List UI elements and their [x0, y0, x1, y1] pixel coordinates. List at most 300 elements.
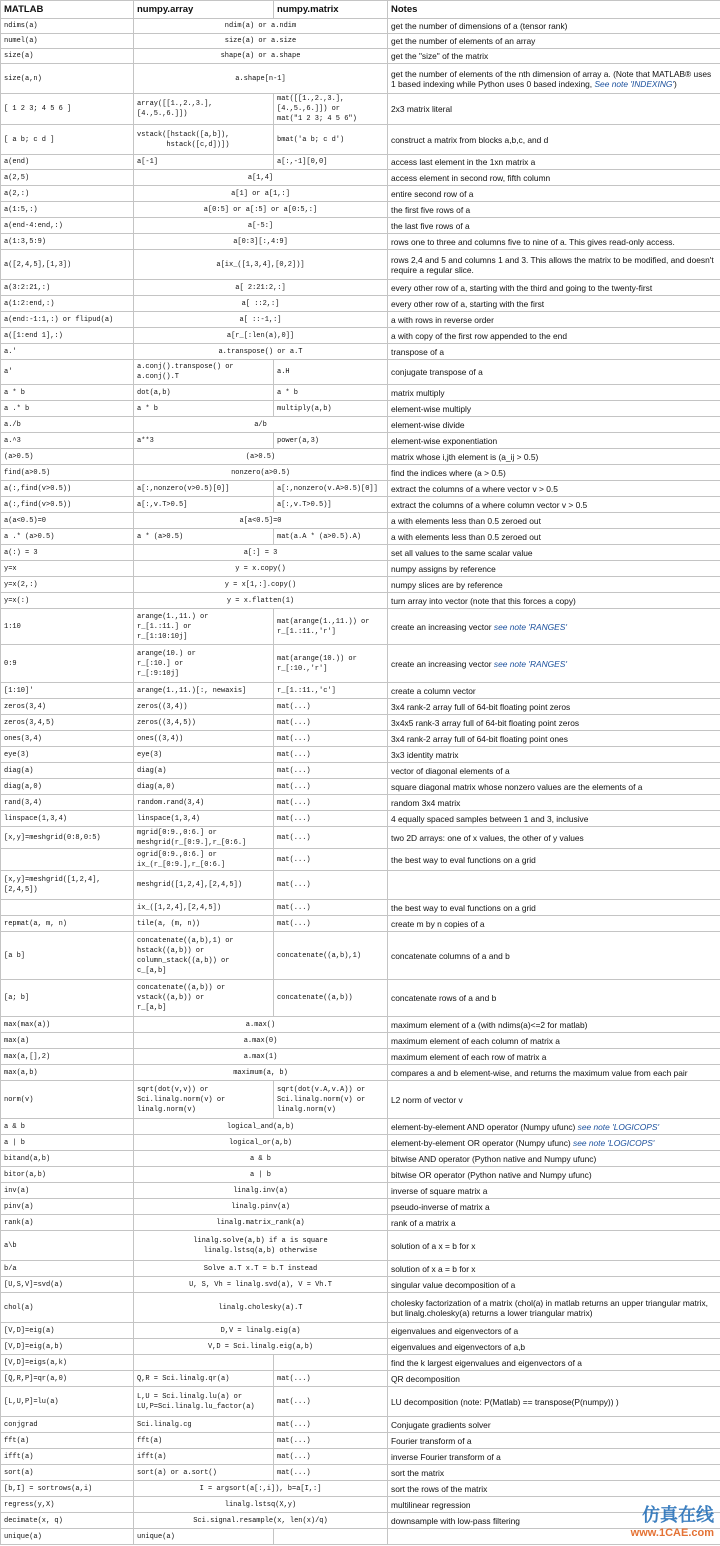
numpy-cell: a | b [134, 1167, 388, 1183]
matlab-cell: 0:9 [1, 645, 134, 683]
matlab-cell: a .* b [1, 401, 134, 417]
matlab-cell: [Q,R,P]=qr(a,0) [1, 1371, 134, 1387]
table-row [1, 1339, 720, 1355]
matlab-cell: diag(a,0) [1, 779, 134, 795]
numpy-array-cell: mgrid[0:9.,0:6.] or meshgrid(r_[0:9.],r_[0:6.] [134, 827, 274, 849]
notes-cell [388, 449, 720, 465]
watermark-url: www.1CAE.com [630, 1527, 714, 1539]
notes-cell [388, 747, 720, 763]
notes-cell [388, 296, 720, 312]
numpy-cell: Solve a.T x.T = b.T instead [134, 1261, 388, 1277]
note-text: bitwise OR operator (Python native and Numpy ufunc) [391, 1169, 592, 1180]
numpy-matrix-cell: mat(...) [274, 763, 388, 779]
numpy-cell: a/b [134, 417, 388, 433]
table-row [1, 849, 720, 871]
matlab-cell: size(a,n) [1, 64, 134, 94]
numpy-cell: linalg.cholesky(a).T [134, 1293, 388, 1323]
numpy-array-cell: concatenate((a,b),1) or hstack((a,b)) or column_stack((a,b)) or c_[a,b] [134, 932, 274, 980]
notes-cell [388, 1339, 720, 1355]
numpy-matrix-cell: mat(a.A * (a>0.5).A) [274, 529, 388, 545]
numpy-array-cell: zeros((3,4)) [134, 699, 274, 715]
matlab-cell: a(:) = 3 [1, 545, 134, 561]
numpy-array-cell: ix_([1,2,4],[2,4,5]) [134, 900, 274, 916]
table-row [1, 545, 720, 561]
numpy-array-cell [134, 1355, 274, 1371]
numpy-cell: y = x.copy() [134, 561, 388, 577]
note-text: solution of x a = b for x [391, 1263, 476, 1274]
numpy-cell: a.max(1) [134, 1049, 388, 1065]
table-row [1, 932, 720, 980]
note-text: square diagonal matrix whose nonzero values are the elements of a [391, 781, 643, 792]
matlab-cell: unique(a) [1, 1529, 134, 1545]
note-text: pseudo-inverse of matrix a [391, 1201, 490, 1212]
notes-cell [388, 1323, 720, 1339]
numpy-cell: y = x[1,:].copy() [134, 577, 388, 593]
note-text: create m by n copies of a [391, 918, 485, 929]
note-text: the best way to eval functions on a grid [391, 902, 536, 913]
numpy-array-cell: Q,R = Sci.linalg.qr(a) [134, 1371, 274, 1387]
notes-cell [388, 1355, 720, 1371]
matlab-cell: a(3:2:21,:) [1, 280, 134, 296]
numpy-array-cell: a[:,nonzero(v>0.5)[0]] [134, 481, 274, 497]
note-text: 3x4 rank-2 array full of 64-bit floating point zeros [391, 701, 571, 712]
note-link[interactable]: see note 'RANGES' [493, 621, 567, 632]
matlab-cell: sort(a) [1, 1465, 134, 1481]
note-text: element-wise multiply [391, 403, 472, 414]
matlab-cell: [U,S,V]=svd(a) [1, 1277, 134, 1293]
notes-cell [388, 202, 720, 218]
note-text: element-by-element OR operator (Numpy ufunc) [391, 1137, 573, 1148]
note-text: create an increasing vector [391, 658, 494, 669]
note-text: numpy assigns by reference [391, 563, 496, 574]
note-text: QR decomposition [391, 1373, 460, 1384]
numpy-array-cell: ifft(a) [134, 1449, 274, 1465]
numpy-cell: a.max() [134, 1017, 388, 1033]
matlab-cell: regress(y,X) [1, 1497, 134, 1513]
table-row [1, 360, 720, 385]
numpy-array-cell: arange(10.) or r_[:10.] or r_[:9:10j] [134, 645, 274, 683]
note-text: rows one to three and columns five to nine of a. This gives read-only access. [391, 236, 675, 247]
table-row [1, 1277, 720, 1293]
numpy-array-cell: a[-1] [134, 155, 274, 170]
notes-cell [388, 64, 720, 94]
matlab-cell: a(1:2:end,:) [1, 296, 134, 312]
note-text: Conjugate gradients solver [391, 1419, 491, 1430]
numpy-cell: a[1,4] [134, 170, 388, 186]
numpy-matrix-cell: mat(...) [274, 1371, 388, 1387]
table-row [1, 577, 720, 593]
numpy-cell: V,D = Sci.linalg.eig(a,b) [134, 1339, 388, 1355]
matlab-cell: a(a<0.5)=0 [1, 513, 134, 529]
table-row [1, 779, 720, 795]
numpy-cell: a[r_[:len(a),0]] [134, 328, 388, 344]
numpy-cell: a[ix_([1,3,4],[0,2])] [134, 250, 388, 280]
notes-cell [388, 916, 720, 932]
matlab-cell: zeros(3,4,5) [1, 715, 134, 731]
matlab-cell: a & b [1, 1119, 134, 1135]
numpy-array-cell: ones((3,4)) [134, 731, 274, 747]
note-text: set all values to the same scalar value [391, 547, 533, 558]
table-row [1, 155, 720, 170]
numpy-matrix-cell: mat(...) [274, 871, 388, 900]
notes-cell [388, 609, 720, 645]
table-row [1, 827, 720, 849]
matlab-cell: size(a) [1, 49, 134, 64]
notes-cell [388, 932, 720, 980]
numpy-matrix-cell: mat(...) [274, 715, 388, 731]
matlab-cell: numel(a) [1, 34, 134, 49]
notes-cell [388, 1081, 720, 1119]
note-text: get the "size" of the matrix [391, 51, 489, 61]
matlab-cell: find(a>0.5) [1, 465, 134, 481]
note-text: concatenate rows of a and b [391, 993, 497, 1003]
matlab-cell: chol(a) [1, 1293, 134, 1323]
matlab-cell: conjgrad [1, 1417, 134, 1433]
table-row [1, 481, 720, 497]
table-row [1, 1513, 720, 1529]
notes-cell [388, 1449, 720, 1465]
matlab-cell: a * b [1, 385, 134, 401]
numpy-cell: U, S, Vh = linalg.svd(a), V = Vh.T [134, 1277, 388, 1293]
numpy-array-cell: sort(a) or a.sort() [134, 1465, 274, 1481]
numpy-matrix-cell: a[:,v.T>0.5)] [274, 497, 388, 513]
note-link[interactable]: see note 'RANGES' [493, 658, 567, 669]
note-link[interactable]: see note 'LOGICOPS' [577, 1121, 660, 1132]
notes-cell [388, 360, 720, 385]
note-text: eigenvalues and eigenvectors of a,b [391, 1341, 526, 1352]
matlab-cell: a([1:end 1],:) [1, 328, 134, 344]
matlab-cell: 1:10 [1, 609, 134, 645]
note-text: 3x3 identity matrix [391, 749, 459, 760]
numpy-matrix-cell: mat(...) [274, 916, 388, 932]
notes-cell [388, 218, 720, 234]
notes-cell [388, 49, 720, 64]
numpy-array-cell: unique(a) [134, 1529, 274, 1545]
numpy-cell: a.transpose() or a.T [134, 344, 388, 360]
numpy-matrix-cell: mat([[1.,2.,3.], [4.,5.,6.]]) or mat("1 2 3; 4 5 6") [274, 94, 388, 125]
matlab-cell: [a; b] [1, 980, 134, 1017]
notes-cell [388, 19, 720, 34]
note-text: maximum element of a (with ndims(a)<=2 for matlab) [391, 1019, 588, 1030]
table-row [1, 747, 720, 763]
matlab-cell: a\b [1, 1231, 134, 1261]
note-text: element-by-element AND operator (Numpy ufunc) [391, 1121, 578, 1132]
notes-cell [388, 1231, 720, 1261]
notes-cell [388, 1183, 720, 1199]
numpy-cell: a[:] = 3 [134, 545, 388, 561]
numpy-cell: maximum(a, b) [134, 1065, 388, 1081]
numpy-array-cell: ogrid[0:9.,0:6.] or ix_(r_[0:9.],r_[0:6.] [134, 849, 274, 871]
matlab-cell: max(a,b) [1, 1065, 134, 1081]
numpy-array-cell: a * (a>0.5) [134, 529, 274, 545]
notes-cell [388, 980, 720, 1017]
numpy-cell: a[a<0.5]=0 [134, 513, 388, 529]
table-row [1, 64, 720, 94]
header-matlab: MATLAB [1, 1, 134, 19]
numpy-cell: a[0:3][:,4:9] [134, 234, 388, 250]
notes-cell [388, 849, 720, 871]
numpy-matrix-cell: mat(...) [274, 1417, 388, 1433]
table-row [1, 497, 720, 513]
table-row [1, 1433, 720, 1449]
note-text: every other row of a, starting with the third and going to the twenty-first [391, 282, 653, 293]
note-text: sort the matrix [391, 1467, 445, 1478]
note-link[interactable]: see note 'LOGICOPS' [573, 1137, 655, 1148]
matlab-cell: bitand(a,b) [1, 1151, 134, 1167]
numpy-array-cell: eye(3) [134, 747, 274, 763]
table-row [1, 49, 720, 64]
notes-cell [388, 1293, 720, 1323]
note-text: numpy slices are by reference [391, 579, 503, 590]
numpy-array-cell: zeros((3,4,5)) [134, 715, 274, 731]
notes-cell [388, 1433, 720, 1449]
note-text: extract the columns of a where column vector v > 0.5 [391, 499, 588, 510]
numpy-matrix-cell: r_[1.:11.,'c'] [274, 683, 388, 699]
note-text: access last element in the 1xn matrix a [391, 157, 536, 167]
note-text: turn array into vector (note that this forces a copy) [391, 595, 576, 606]
numpy-matrix-cell: mat(...) [274, 827, 388, 849]
notes-cell [388, 645, 720, 683]
numpy-matrix-cell: multiply(a,b) [274, 401, 388, 417]
numpy-matrix-cell [274, 1355, 388, 1371]
numpy-cell: Sci.signal.resample(x, len(x)/q) [134, 1513, 388, 1529]
matlab-cell: a(2,:) [1, 186, 134, 202]
notes-cell [388, 186, 720, 202]
table-row [1, 19, 720, 34]
numpy-array-cell: a[:,v.T>0.5] [134, 497, 274, 513]
notes-cell [388, 312, 720, 328]
table-row [1, 980, 720, 1017]
matlab-cell: [x,y]=meshgrid(0:8,0:5) [1, 827, 134, 849]
note-text: find the k largest eigenvalues and eigenvectors of a [391, 1357, 582, 1368]
note-text: find the indices where (a > 0.5) [391, 467, 506, 478]
numpy-matrix-cell: mat(...) [274, 747, 388, 763]
numpy-array-cell: array([[1.,2.,3.], [4.,5.,6.]]) [134, 94, 274, 125]
matlab-cell: y=x(2,:) [1, 577, 134, 593]
note-text: inverse of square matrix a [391, 1185, 488, 1196]
numpy-array-cell: a**3 [134, 433, 274, 449]
numpy-cell: a[ 2:21:2,:] [134, 280, 388, 296]
matlab-cell: a(end) [1, 155, 134, 170]
table-row [1, 417, 720, 433]
note-text: maximum element of each row of matrix a [391, 1051, 547, 1062]
table-row [1, 1417, 720, 1433]
matlab-cell: a./b [1, 417, 134, 433]
numpy-array-cell: concatenate((a,b)) or vstack((a,b)) or r_[a,b] [134, 980, 274, 1017]
note-text: compares a and b element-wise, and returns the maximum value from each pair [391, 1067, 688, 1078]
table-row [1, 125, 720, 155]
notes-cell [388, 1049, 720, 1065]
note-text: downsample with low-pass filtering [391, 1515, 520, 1526]
table-row [1, 1199, 720, 1215]
note-text: LU decomposition (note: P(Matlab) == transpose(P(numpy)) ) [391, 1396, 619, 1407]
numpy-matrix-cell: a[:,-1][0,0] [274, 155, 388, 170]
numpy-array-cell: linspace(1,3,4) [134, 811, 274, 827]
table-row [1, 763, 720, 779]
note-text: rows 2,4 and 5 and columns 1 and 3. This allows the matrix to be modified, and doesn't require a regular slice. [391, 254, 714, 275]
matlab-cell: max(a,[],2) [1, 1049, 134, 1065]
notes-cell [388, 731, 720, 747]
notes-cell [388, 577, 720, 593]
numpy-cell: a.shape[n-1] [134, 64, 388, 94]
matlab-cell: pinv(a) [1, 1199, 134, 1215]
matlab-cell: fft(a) [1, 1433, 134, 1449]
table-row [1, 731, 720, 747]
table-row [1, 1387, 720, 1417]
notes-cell [388, 779, 720, 795]
matlab-cell: [1:10]' [1, 683, 134, 699]
numpy-array-cell: a.conj().transpose() or a.conj().T [134, 360, 274, 385]
numpy-cell: nonzero(a>0.5) [134, 465, 388, 481]
notes-cell [388, 1167, 720, 1183]
table-row [1, 1167, 720, 1183]
numpy-matrix-cell: a.H [274, 360, 388, 385]
notes-cell [388, 545, 720, 561]
note-text: 2x3 matrix literal [391, 104, 452, 114]
matlab-cell: zeros(3,4) [1, 699, 134, 715]
matlab-cell: a(end-4:end,:) [1, 218, 134, 234]
note-text: every other row of a, starting with the first [391, 298, 545, 309]
numpy-matrix-cell: mat(...) [274, 849, 388, 871]
notes-cell [388, 513, 720, 529]
notes-cell [388, 170, 720, 186]
numpy-array-cell: fft(a) [134, 1433, 274, 1449]
note-text: extract the columns of a where vector v > 0.5 [391, 483, 558, 494]
table-row [1, 1135, 720, 1151]
matlab-cell: a | b [1, 1135, 134, 1151]
notes-cell [388, 593, 720, 609]
notes-cell [388, 871, 720, 900]
numpy-matrix-cell: mat(...) [274, 1387, 388, 1417]
matlab-cell: max(a) [1, 1033, 134, 1049]
numpy-cell: linalg.matrix_rank(a) [134, 1215, 388, 1231]
table-row [1, 465, 720, 481]
note-text: Fourier transform of a [391, 1435, 472, 1446]
note-text: multilinear regression [391, 1499, 471, 1510]
numpy-matrix-cell [274, 1529, 388, 1545]
table-row [1, 900, 720, 916]
matlab-cell: a(end:-1:1,:) or flipud(a) [1, 312, 134, 328]
numpy-matrix-cell: concatenate((a,b)) [274, 980, 388, 1017]
numpy-matrix-cell: mat(...) [274, 699, 388, 715]
table-row [1, 202, 720, 218]
matlab-cell [1, 900, 134, 916]
notes-cell [388, 1135, 720, 1151]
matlab-cell: [a b] [1, 932, 134, 980]
note-text: transpose of a [391, 346, 445, 357]
matlab-cell: a(1:5,:) [1, 202, 134, 218]
note-text: concatenate columns of a and b [391, 950, 510, 961]
matlab-cell: ndims(a) [1, 19, 134, 34]
numpy-matrix-cell: mat(...) [274, 1433, 388, 1449]
watermark-title: 仿真在线 [642, 1505, 714, 1525]
matlab-cell: a.' [1, 344, 134, 360]
numpy-matrix-cell: mat(...) [274, 779, 388, 795]
numpy-cell: a & b [134, 1151, 388, 1167]
table-row [1, 449, 720, 465]
note-text: two 2D arrays: one of x values, the other of y values [391, 832, 584, 843]
table-row [1, 401, 720, 417]
numpy-cell: ndim(a) or a.ndim [134, 19, 388, 34]
numpy-cell: linalg.inv(a) [134, 1183, 388, 1199]
notes-cell [388, 827, 720, 849]
notes-cell [388, 811, 720, 827]
note-link[interactable]: See note 'INDEXING' [594, 78, 675, 89]
notes-cell [388, 1417, 720, 1433]
table-row [1, 715, 720, 731]
matlab-cell: eye(3) [1, 747, 134, 763]
note-text: element-wise exponentiation [391, 435, 498, 446]
numpy-array-cell: dot(a,b) [134, 385, 274, 401]
numpy-array-cell: tile(a, (m, n)) [134, 916, 274, 932]
table-row [1, 683, 720, 699]
note-text: a with elements less than 0.5 zeroed out [391, 515, 541, 526]
table-row [1, 1481, 720, 1497]
matlab-cell: repmat(a, m, n) [1, 916, 134, 932]
matlab-cell: [ 1 2 3; 4 5 6 ] [1, 94, 134, 125]
note-text: matrix multiply [391, 387, 445, 398]
watermark [631, 1506, 714, 1542]
numpy-matrix-cell: mat(arange(10.)) or r_[:10.,'r'] [274, 645, 388, 683]
matlab-cell: a([2,4,5],[1,3]) [1, 250, 134, 280]
notes-cell [388, 1033, 720, 1049]
table-row [1, 1261, 720, 1277]
notes-cell [388, 795, 720, 811]
notes-cell [388, 1481, 720, 1497]
table-row [1, 1151, 720, 1167]
note-text: entire second row of a [391, 188, 474, 199]
table-row [1, 916, 720, 932]
table-row [1, 1497, 720, 1513]
matlab-cell: y=x [1, 561, 134, 577]
matlab-cell: [x,y]=meshgrid([1,2,4], [2,4,5]) [1, 871, 134, 900]
notes-cell [388, 1199, 720, 1215]
table-row [1, 529, 720, 545]
numpy-cell: logical_and(a,b) [134, 1119, 388, 1135]
notes-cell [388, 1017, 720, 1033]
notes-cell [388, 1387, 720, 1417]
matlab-cell: linspace(1,3,4) [1, 811, 134, 827]
notes-cell [388, 125, 720, 155]
matlab-cell: max(max(a)) [1, 1017, 134, 1033]
table-row [1, 561, 720, 577]
notes-cell [388, 763, 720, 779]
matlab-cell: a(:,find(v>0.5)) [1, 497, 134, 513]
table-body [1, 19, 720, 1545]
notes-cell [388, 94, 720, 125]
matlab-cell: bitor(a,b) [1, 1167, 134, 1183]
table-row [1, 1449, 720, 1465]
numpy-matrix-cell: mat(...) [274, 1465, 388, 1481]
note-text: singular value decomposition of a [391, 1279, 516, 1290]
notes-cell [388, 465, 720, 481]
table-row [1, 593, 720, 609]
note-text: ) [674, 78, 677, 89]
table-row [1, 1215, 720, 1231]
note-text: element-wise divide [391, 419, 465, 430]
numpy-matrix-cell: a * b [274, 385, 388, 401]
matlab-cell: rand(3,4) [1, 795, 134, 811]
table-row [1, 1033, 720, 1049]
table-row [1, 296, 720, 312]
notes-cell [388, 234, 720, 250]
numpy-cell: logical_or(a,b) [134, 1135, 388, 1151]
matlab-cell: b/a [1, 1261, 134, 1277]
notes-cell [388, 683, 720, 699]
table-row [1, 645, 720, 683]
note-text: sort the rows of the matrix [391, 1483, 488, 1494]
table-row [1, 280, 720, 296]
